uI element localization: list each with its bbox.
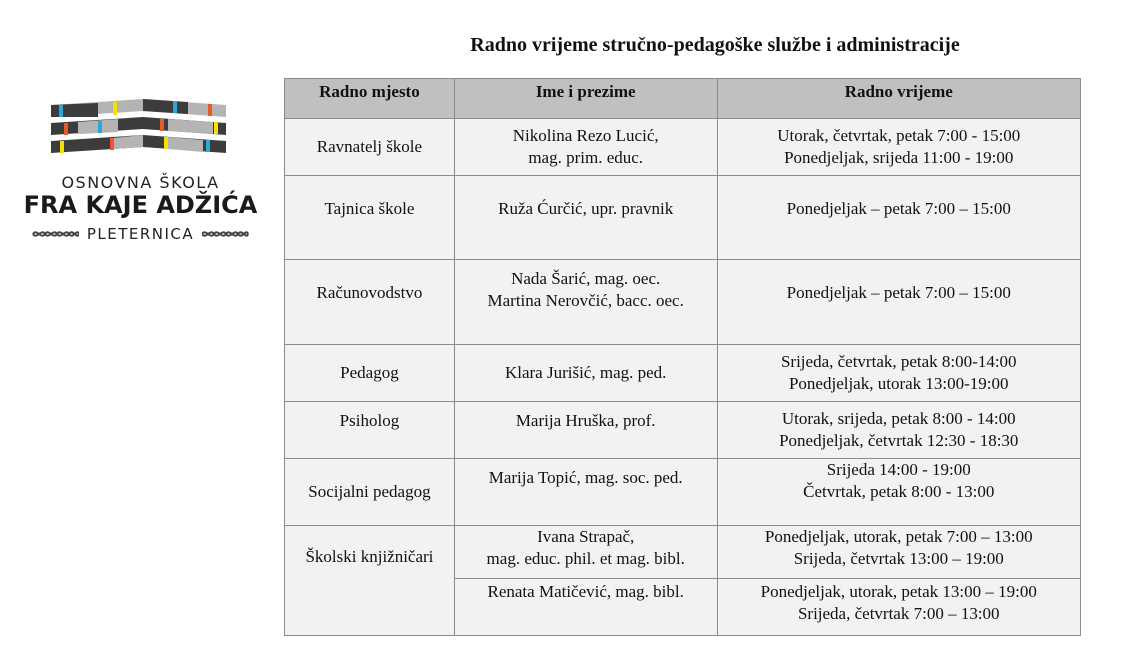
hours-line: Ponedjeljak, srijeda 11:00 - 19:00 [784, 148, 1014, 167]
name-line: Nikolina Rezo Lucić, [512, 126, 659, 145]
cell-position: Tajnica škole [285, 176, 455, 260]
name-line: Ruža Ćurčić, upr. pravnik [498, 199, 674, 218]
table-row [285, 176, 1081, 260]
school-building-logo-icon [18, 95, 263, 175]
hours-line: Ponedjeljak, utorak 13:00-19:00 [788, 374, 1009, 393]
cell-hours [717, 119, 1080, 176]
braid-ornament-left-icon [31, 228, 79, 240]
cell-hours [717, 579, 1080, 636]
cell-name [454, 119, 717, 176]
cell-position: Računovodstvo [285, 260, 455, 345]
table-header-row [285, 79, 1081, 119]
cell-name [454, 260, 717, 345]
cell-position: Ravnatelj škole [285, 119, 455, 176]
table-row [285, 526, 1081, 579]
hours-line: Srijeda, četvrtak 7:00 – 13:00 [797, 604, 1000, 623]
cell-hours [717, 176, 1080, 260]
name-line: Ivana Strapač, [537, 527, 635, 546]
table-row [285, 260, 1081, 345]
hours-line: Četvrtak, petak 8:00 - 13:00 [803, 482, 995, 501]
cell-hours [717, 526, 1080, 579]
hours-line: Ponedjeljak, utorak, petak 13:00 – 19:00 [760, 582, 1037, 601]
cell-position: Pedagog [285, 345, 455, 402]
cell-position: Psiholog [285, 402, 455, 459]
name-line: Marija Topić, mag. soc. ped. [488, 468, 683, 487]
name-line: Klara Jurišić, mag. ped. [504, 363, 667, 382]
header-position: Radno mjesto [285, 79, 455, 119]
name-line: mag. educ. phil. et mag. bibl. [486, 549, 685, 568]
cell-hours [717, 345, 1080, 402]
cell-position: Školski knjižničari [285, 526, 455, 636]
name-line: mag. prim. educ. [528, 148, 644, 167]
hours-line: Ponedjeljak, utorak, petak 7:00 – 13:00 [764, 527, 1033, 546]
cell-hours [717, 402, 1080, 459]
braid-ornament-right-icon [202, 228, 250, 240]
cell-position: Socijalni pedagog [285, 459, 455, 526]
table-row [285, 119, 1081, 176]
hours-line: Ponedjeljak, četvrtak 12:30 - 18:30 [779, 431, 1019, 450]
hours-line: Utorak, četvrtak, petak 7:00 - 15:00 [777, 126, 1021, 145]
cell-name [454, 176, 717, 260]
logo-town-row [18, 224, 263, 244]
hours-line: Ponedjeljak – petak 7:00 – 15:00 [786, 283, 1011, 302]
page-title: Radno vrijeme stručno-pedagoške službe i administracije [470, 34, 960, 56]
name-line: Marija Hruška, prof. [515, 411, 656, 430]
logo-town: PLETERNICA [86, 225, 195, 243]
table-row [285, 459, 1081, 526]
cell-name [454, 526, 717, 579]
school-logo [18, 95, 263, 245]
working-hours-table [284, 78, 1081, 636]
name-line: Renata Matičević, mag. bibl. [487, 582, 684, 601]
name-line: Nada Šarić, mag. oec. [511, 269, 661, 288]
cell-name [454, 579, 717, 636]
cell-hours [717, 260, 1080, 345]
table-row [285, 345, 1081, 402]
cell-name [454, 402, 717, 459]
hours-line: Utorak, srijeda, petak 8:00 - 14:00 [781, 409, 1016, 428]
hours-line: Srijeda 14:00 - 19:00 [826, 460, 971, 479]
cell-hours [717, 459, 1080, 526]
hours-line: Srijeda, četvrtak, petak 8:00-14:00 [780, 352, 1017, 371]
logo-school-type: OSNOVNA ŠKOLA [61, 173, 220, 192]
logo-school-name: FRA KAJE ADŽIĆA [23, 191, 258, 219]
hours-line: Srijeda, četvrtak 13:00 – 19:00 [793, 549, 1004, 568]
header-name: Ime i prezime [454, 79, 717, 119]
cell-name [454, 459, 717, 526]
header-hours: Radno vrijeme [717, 79, 1080, 119]
table-row [285, 402, 1081, 459]
cell-name [454, 345, 717, 402]
hours-line: Ponedjeljak – petak 7:00 – 15:00 [786, 199, 1011, 218]
name-line: Martina Nerovčić, bacc. oec. [487, 291, 684, 310]
